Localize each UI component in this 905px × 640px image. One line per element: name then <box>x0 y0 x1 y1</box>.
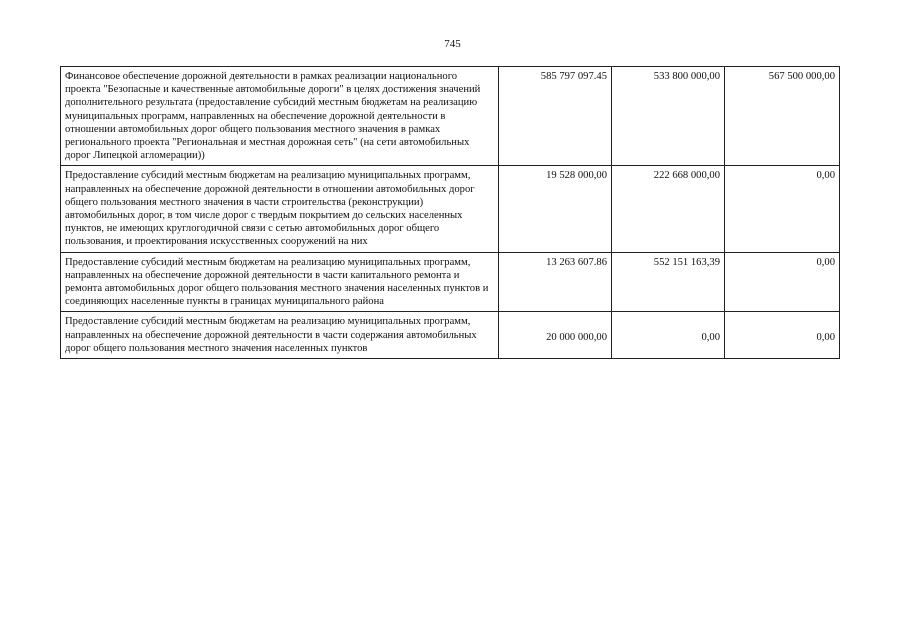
row-value-year1: 20 000 000,00 <box>499 312 612 359</box>
row-value-year3: 0,00 <box>725 252 840 312</box>
row-value-year1: 585 797 097.45 <box>499 67 612 166</box>
row-value-year2: 222 668 000,00 <box>612 166 725 252</box>
row-value-year2: 533 800 000,00 <box>612 67 725 166</box>
budget-table <box>60 66 840 359</box>
row-value-year3: 0,00 <box>725 312 840 359</box>
row-value-year1: 19 528 000,00 <box>499 166 612 252</box>
row-value-year2: 0,00 <box>612 312 725 359</box>
row-value-year3: 567 500 000,00 <box>725 67 840 166</box>
page-number: 745 <box>444 38 461 50</box>
row-value-year2: 552 151 163,39 <box>612 252 725 312</box>
row-value-year3: 0,00 <box>725 166 840 252</box>
row-value-year1: 13 263 607.86 <box>499 252 612 312</box>
table-row <box>61 312 840 359</box>
table-row <box>61 166 840 252</box>
row-description: Предоставление субсидий местным бюджетам на реализацию муниципальных программ, направленных на обеспечение дорожной деятельности в части содержания автомобильных дорог общего пользования местного значения населенных пунктов <box>61 312 499 359</box>
row-description: Предоставление субсидий местным бюджетам на реализацию муниципальных программ, направленных на обеспечение дорожной деятельности в части капитального ремонта и ремонта автомобильных дорог общего пользования местного значения населенных пунктов и соединяющих населенные пункты в границах муниципального района <box>61 252 499 312</box>
table-row <box>61 67 840 166</box>
row-description: Предоставление субсидий местным бюджетам на реализацию муниципальных программ, направленных на обеспечение дорожной деятельности в отношении автомобильных дорог общего пользования местного значения в части строительства (реконструкции) автомобильных дорог, в том числе дорог с твердым покрытием до сельских населенных пунктов, не имеющих круглогодичной связи с сетью автомобильных дорог общего пользования, и проектирования искусственных сооружений на них <box>61 166 499 252</box>
table-row <box>61 252 840 312</box>
row-description: Финансовое обеспечение дорожной деятельности в рамках реализации национального проекта "Безопасные и качественные автомобильные дороги" в целях достижения значений дополнительного результата (предоставление субсидий местным бюджетам на реализацию муниципальных программ, направленных на обеспечение дорожной деятельности в отношении автомобильных дорог общего пользования местного значения в рамках регионального проекта "Региональная и местная дорожная сеть" (на сети автомобильных дорог Липецкой агломерации)) <box>61 67 499 166</box>
